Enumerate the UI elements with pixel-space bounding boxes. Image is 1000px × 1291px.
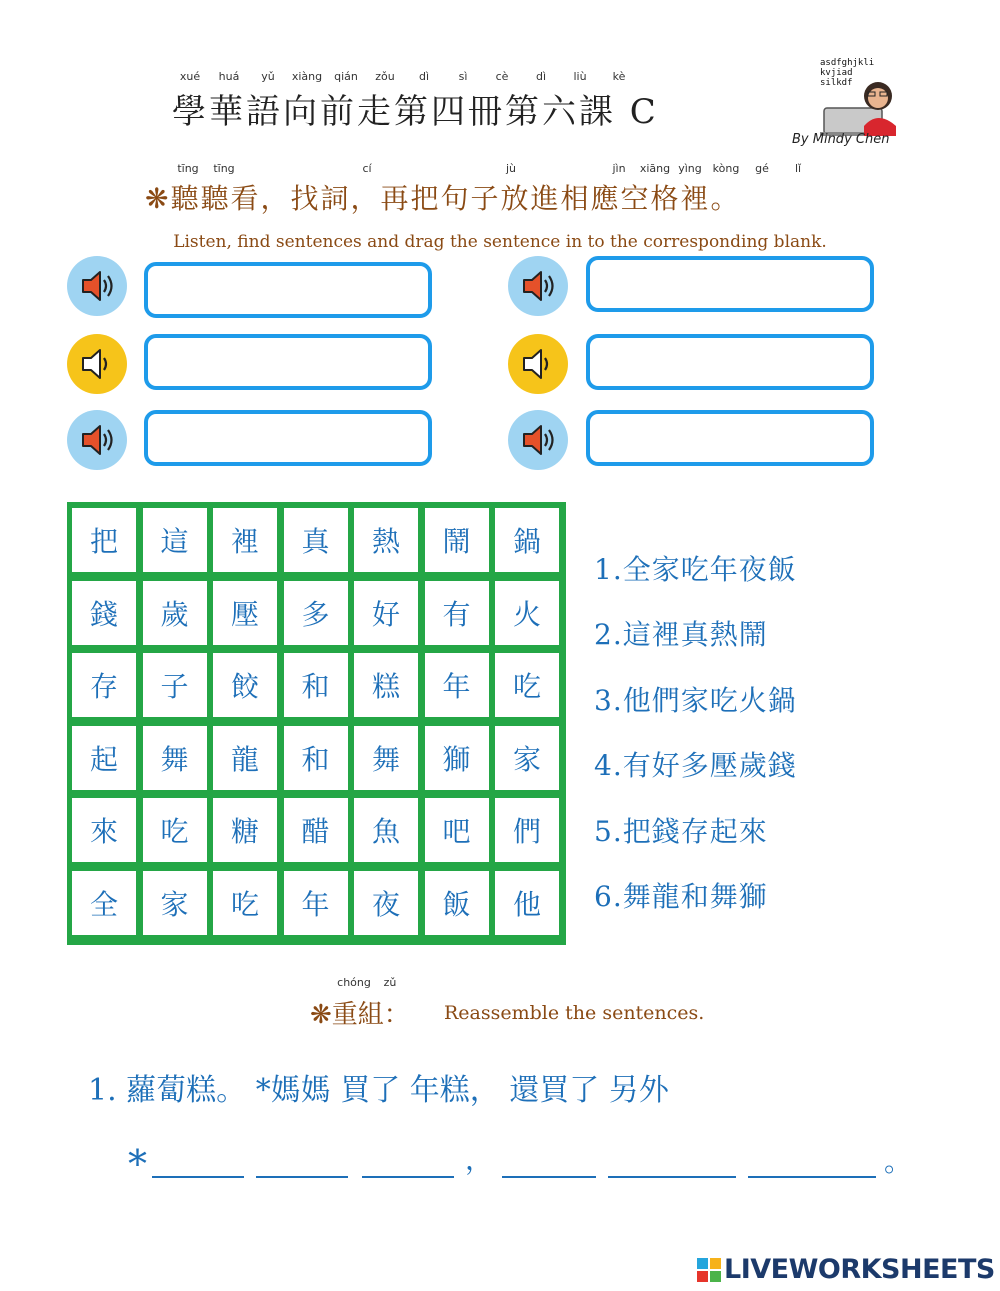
pinyin-syllable: zǔ — [383, 976, 397, 989]
grid-cell[interactable]: 吃 — [213, 871, 277, 935]
grid-cell[interactable]: 糖 — [213, 798, 277, 862]
pinyin-syllable: dì — [418, 70, 430, 83]
grid-cell[interactable]: 歲 — [143, 581, 207, 645]
grid-cell[interactable]: 獅 — [425, 726, 489, 790]
grid-cell[interactable]: 把 — [72, 508, 136, 572]
speaker-icon — [508, 334, 568, 394]
answer-item[interactable]: 3.他們家吃火鍋 — [594, 684, 797, 717]
speaker-play-button[interactable] — [508, 410, 568, 470]
reassemble-pinyin — [0, 976, 1000, 990]
pinyin-syllable: gé — [755, 162, 769, 175]
grid-cell[interactable]: 錢 — [72, 581, 136, 645]
word-search-grid — [67, 502, 566, 945]
grid-cell[interactable]: 吧 — [425, 798, 489, 862]
logo-author: By Mindy Chen — [792, 132, 890, 147]
pinyin-syllable: sì — [458, 70, 468, 83]
speaker-play-button[interactable] — [508, 334, 568, 394]
speaker-icon — [508, 410, 568, 470]
page-title: 學華語向前走第四冊第六課 C — [172, 92, 659, 132]
pinyin-syllable: lǐ — [794, 162, 802, 175]
answer-drop-box[interactable] — [586, 334, 874, 390]
pinyin-syllable: xiāng — [639, 162, 671, 175]
grid-cell[interactable]: 年 — [425, 653, 489, 717]
pinyin-syllable: zǒu — [375, 70, 395, 83]
speaker-icon — [67, 410, 127, 470]
speaker-icon — [508, 256, 568, 316]
grid-cell[interactable]: 餃 — [213, 653, 277, 717]
answer-drop-box[interactable] — [586, 256, 874, 312]
grid-cell[interactable]: 醋 — [284, 798, 348, 862]
answer-comma: ， — [465, 1143, 494, 1176]
grid-cell[interactable]: 家 — [143, 871, 207, 935]
grid-cell[interactable]: 舞 — [143, 726, 207, 790]
pinyin-syllable: kòng — [712, 162, 740, 175]
answer-item[interactable]: 2.這裡真熱鬧 — [594, 618, 768, 651]
grid-cell[interactable]: 真 — [284, 508, 348, 572]
instruction-text: ❋聽聽看，找詞，再把句子放進相應空格裡。 — [145, 182, 741, 215]
grid-cell[interactable]: 多 — [284, 581, 348, 645]
grid-cell[interactable]: 和 — [284, 726, 348, 790]
scrambled-sentence: 1. 蘿蔔糕。 *媽媽 買了 年糕， 還買了 另外 — [88, 1073, 669, 1108]
answer-blank[interactable] — [502, 1176, 596, 1178]
pinyin-syllable: jìn — [612, 162, 626, 175]
reassemble-english: Reassemble the sentences. — [444, 1002, 705, 1024]
grid-cell[interactable]: 和 — [284, 653, 348, 717]
pinyin-syllable: kè — [612, 70, 626, 83]
pinyin-syllable: tīng — [213, 162, 235, 175]
pinyin-syllable: liù — [573, 70, 587, 83]
pinyin-syllable: cí — [362, 162, 372, 175]
answer-period: 。 — [884, 1145, 913, 1178]
answer-blank[interactable] — [608, 1176, 736, 1178]
grid-cell[interactable]: 吃 — [143, 798, 207, 862]
grid-cell[interactable]: 壓 — [213, 581, 277, 645]
grid-cell[interactable]: 來 — [72, 798, 136, 862]
grid-cell[interactable]: 熱 — [354, 508, 418, 572]
answer-item[interactable]: 5.把錢存起來 — [594, 815, 768, 848]
speaker-icon — [67, 334, 127, 394]
grid-cell[interactable]: 好 — [354, 581, 418, 645]
answer-item[interactable]: 1.全家吃年夜飯 — [594, 553, 797, 586]
pinyin-syllable: yìng — [678, 162, 702, 175]
answer-item[interactable]: 4.有好多壓歲錢 — [594, 749, 797, 782]
grid-cell[interactable]: 糕 — [354, 653, 418, 717]
pinyin-syllable: qián — [334, 70, 358, 83]
pinyin-syllable: cè — [495, 70, 509, 83]
speaker-icon — [67, 256, 127, 316]
pinyin-syllable: huá — [218, 70, 240, 83]
logo-letters: asdfghjkli kvjiad silkdf — [820, 58, 875, 88]
instruction-english: Listen, find sentences and drag the sentence in to the corresponding blank. — [173, 232, 827, 252]
grid-cell[interactable]: 家 — [495, 726, 559, 790]
answer-blank[interactable] — [748, 1176, 876, 1178]
grid-cell[interactable]: 吃 — [495, 653, 559, 717]
grid-cell[interactable]: 全 — [72, 871, 136, 935]
speaker-play-button[interactable] — [67, 410, 127, 470]
grid-cell[interactable]: 他 — [495, 871, 559, 935]
instruction-pinyin — [0, 162, 1000, 176]
grid-cell[interactable]: 魚 — [354, 798, 418, 862]
answer-drop-box[interactable] — [144, 262, 432, 318]
grid-cell[interactable]: 舞 — [354, 726, 418, 790]
answer-drop-box[interactable] — [144, 334, 432, 390]
answer-drop-box[interactable] — [144, 410, 432, 466]
grid-cell[interactable]: 裡 — [213, 508, 277, 572]
grid-cell[interactable]: 存 — [72, 653, 136, 717]
pinyin-syllable: xué — [179, 70, 201, 83]
speaker-play-button[interactable] — [67, 256, 127, 316]
reassemble-title: ❋重組： — [310, 1000, 410, 1030]
speaker-play-button[interactable] — [67, 334, 127, 394]
pinyin-syllable: jù — [505, 162, 517, 175]
pinyin-syllable: dì — [535, 70, 547, 83]
grid-cell[interactable]: 起 — [72, 726, 136, 790]
pinyin-syllable: xiàng — [291, 70, 323, 83]
liveworksheets-logo-icon — [697, 1258, 721, 1282]
grid-cell[interactable]: 有 — [425, 581, 489, 645]
speaker-play-button[interactable] — [508, 256, 568, 316]
answer-drop-box[interactable] — [586, 410, 874, 466]
answer-blank[interactable] — [256, 1176, 348, 1178]
grid-cell[interactable]: 龍 — [213, 726, 277, 790]
grid-cell[interactable]: 飯 — [425, 871, 489, 935]
pinyin-syllable: tīng — [177, 162, 199, 175]
answer-blank[interactable] — [152, 1176, 244, 1178]
pinyin-syllable: chóng — [337, 976, 371, 989]
answer-blank[interactable] — [362, 1176, 454, 1178]
answer-item[interactable]: 6.舞龍和舞獅 — [594, 880, 768, 913]
answer-star: * — [128, 1142, 147, 1186]
grid-cell[interactable]: 們 — [495, 798, 559, 862]
grid-cell[interactable]: 鬧 — [425, 508, 489, 572]
grid-cell[interactable]: 年 — [284, 871, 348, 935]
grid-cell[interactable]: 夜 — [354, 871, 418, 935]
grid-cell[interactable]: 鍋 — [495, 508, 559, 572]
pinyin-syllable: yǔ — [261, 70, 275, 83]
liveworksheets-brand: LIVEWORKSHEETS — [724, 1254, 995, 1285]
grid-cell[interactable]: 火 — [495, 581, 559, 645]
grid-cell[interactable]: 子 — [143, 653, 207, 717]
grid-cell[interactable]: 這 — [143, 508, 207, 572]
